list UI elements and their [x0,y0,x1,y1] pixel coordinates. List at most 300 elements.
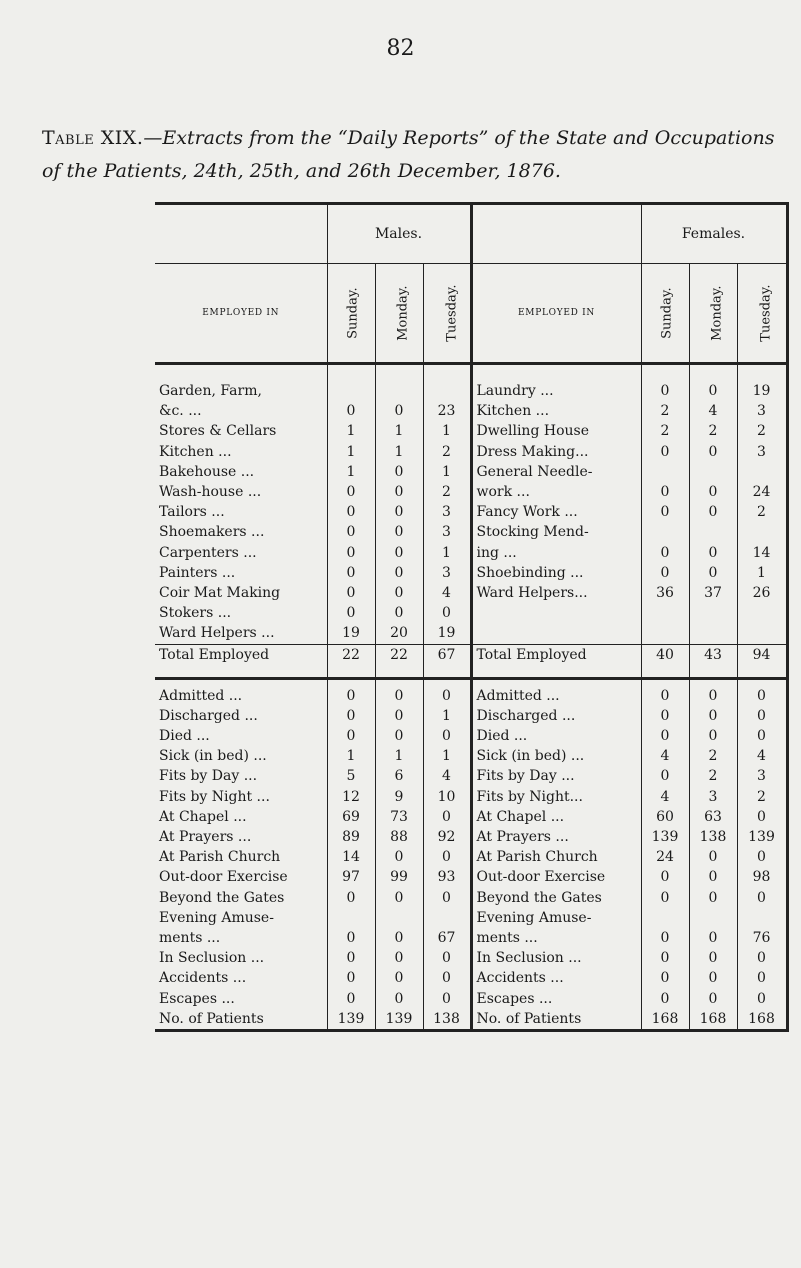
spacer-cell [423,364,471,382]
male-sunday-value: 0 [327,502,375,522]
male-sunday-value: 5 [327,766,375,786]
female-monday-value: 0 [689,867,737,887]
female-label: Discharged ... [471,706,641,726]
employment-row [155,543,787,563]
male-sunday-label: Sunday. [345,287,361,340]
male-sunday-value: 12 [327,787,375,807]
female-sunday-value: 0 [641,888,689,908]
female-label: General Needle- [471,462,641,482]
male-label: Wash-house ... [159,484,262,501]
female-monday-value: 3 [689,787,737,807]
female-label: At Prayers ... [471,827,641,847]
spacer-cell [155,678,327,686]
male-tuesday-value: 3 [423,502,471,522]
male-tuesday-value: 67 [423,928,471,948]
male-tuesday-value: 0 [423,603,471,623]
male-employed-in-header: EMPLOYED IN [155,264,327,364]
female-label: Dress Making... [471,442,641,462]
male-tuesday-header [423,264,471,364]
female-sunday-header [641,264,689,364]
female-sunday-value [641,623,689,644]
female-sunday-value [641,462,689,482]
state-row [155,968,787,988]
male-label: Carpenters ... [159,544,257,561]
employment-row [155,381,787,401]
spacer-cell [327,678,375,686]
male-label: Sick (in bed) ... [159,748,267,765]
male-sunday-value: 0 [327,928,375,948]
male-monday-value: 88 [375,827,423,847]
female-label: ments ... [471,928,641,948]
row-spacer [155,678,787,686]
female-label: Shoebinding ... [471,563,641,583]
state-row [155,766,787,786]
female-tuesday-value: 2 [737,502,787,522]
female-monday-value: 43 [689,644,737,678]
female-tuesday-value: 0 [737,989,787,1009]
male-tuesday-value: 0 [423,686,471,706]
corner-left [155,204,327,264]
male-sunday-value: 0 [327,706,375,726]
female-tuesday-value: 1 [737,563,787,583]
male-label: ments ... [159,930,221,947]
female-sunday-value: 0 [641,968,689,988]
males-header: Males. [327,204,471,264]
male-label: Evening Amuse- [159,909,274,926]
male-monday-value: 0 [375,847,423,867]
state-section [155,678,787,1030]
female-sunday-value: 2 [641,401,689,421]
spacer-cell [471,678,641,686]
female-label: At Parish Church [471,847,641,867]
state-row [155,888,787,908]
male-sunday-value: 0 [327,726,375,746]
employment-row [155,462,787,482]
state-row [155,726,787,746]
female-label: Fits by Night... [471,787,641,807]
female-monday-value [689,522,737,542]
male-monday-value: 9 [375,787,423,807]
female-label: No. of Patients [471,1009,641,1031]
female-tuesday-value [737,623,787,644]
male-tuesday-value: 0 [423,847,471,867]
male-tuesday-value: 1 [423,543,471,563]
female-sunday-value: 36 [641,583,689,603]
male-monday-value: 0 [375,706,423,726]
female-sunday-value: 24 [641,847,689,867]
female-label: Stocking Mend- [471,522,641,542]
female-tuesday-value: 0 [737,706,787,726]
male-label: Stores & Cellars [159,423,277,440]
female-monday-value: 0 [689,948,737,968]
male-sunday-value [327,908,375,928]
spacer-cell [689,364,737,382]
female-label: At Chapel ... [471,807,641,827]
female-sunday-value [641,603,689,623]
female-label: work ... [471,482,641,502]
page-number: 82 [386,36,415,61]
male-monday-value: 1 [375,421,423,441]
state-row [155,706,787,726]
spacer-cell [641,364,689,382]
female-monday-label: Monday. [709,285,725,342]
female-monday-value: 0 [689,706,737,726]
female-label: Accidents ... [471,968,641,988]
female-tuesday-value [737,462,787,482]
state-row [155,989,787,1009]
female-sunday-value: 0 [641,686,689,706]
male-label: Admitted ... [159,687,243,704]
female-label: In Seclusion ... [471,948,641,968]
employment-row [155,583,787,603]
male-label: Kitchen ... [159,443,232,460]
male-sunday-value: 0 [327,603,375,623]
male-sunday-value: 0 [327,948,375,968]
state-row [155,746,787,766]
male-sunday-header [327,264,375,364]
state-row [155,1009,787,1031]
male-monday-value: 0 [375,888,423,908]
male-sunday-value: 19 [327,623,375,644]
employment-row [155,421,787,441]
female-sunday-value: 2 [641,421,689,441]
male-tuesday-value: 4 [423,583,471,603]
female-monday-value: 0 [689,928,737,948]
male-monday-value: 73 [375,807,423,827]
female-label: Died ... [471,726,641,746]
female-monday-value: 0 [689,543,737,563]
female-sunday-value: 60 [641,807,689,827]
female-sunday-value: 0 [641,928,689,948]
male-tuesday-value: 0 [423,968,471,988]
state-row [155,686,787,706]
female-label [471,623,641,644]
male-label: At Parish Church [159,849,281,866]
male-sunday-value: 0 [327,482,375,502]
female-tuesday-value: 0 [737,807,787,827]
female-sunday-value: 0 [641,867,689,887]
employment-row [155,623,787,644]
female-sunday-value: 0 [641,502,689,522]
male-tuesday-value: 1 [423,746,471,766]
male-label: &c. ... [159,403,202,420]
state-row [155,928,787,948]
male-monday-value: 22 [375,644,423,678]
female-sunday-value [641,908,689,928]
male-label: In Seclusion ... [159,950,265,967]
female-tuesday-value [737,522,787,542]
male-sunday-value: 0 [327,989,375,1009]
female-monday-value: 37 [689,583,737,603]
corner-right [471,204,641,264]
spacer-cell [375,678,423,686]
employment-row [155,522,787,542]
female-label: Dwelling House [471,421,641,441]
male-tuesday-value: 1 [423,706,471,726]
female-monday-value: 0 [689,989,737,1009]
male-sunday-value: 89 [327,827,375,847]
male-sunday-value: 22 [327,644,375,678]
female-tuesday-label: Tuesday. [758,284,774,343]
male-tuesday-value: 2 [423,442,471,462]
male-monday-value: 1 [375,442,423,462]
female-monday-value: 0 [689,726,737,746]
male-label: Tailors ... [159,504,225,521]
female-tuesday-value [737,908,787,928]
spacer-cell [737,678,787,686]
female-tuesday-value: 3 [737,401,787,421]
female-label: Fits by Day ... [471,766,641,786]
male-tuesday-value: 0 [423,989,471,1009]
female-sunday-value: 0 [641,442,689,462]
female-monday-value: 0 [689,847,737,867]
male-tuesday-value: 0 [423,888,471,908]
male-sunday-value: 1 [327,462,375,482]
caption-text: —Extracts from the “Daily Reports” of the State and Occupations of the Patients, 24th, 25th, and 26th December, 1876. [42,127,775,182]
male-label: Stokers ... [159,605,232,622]
female-tuesday-value: 0 [737,847,787,867]
female-tuesday-value: 139 [737,827,787,847]
male-tuesday-value: 2 [423,482,471,502]
male-monday-value: 0 [375,686,423,706]
male-monday-value: 0 [375,543,423,563]
employment-section [155,364,787,679]
female-sunday-value: 0 [641,482,689,502]
female-tuesday-value: 3 [737,766,787,786]
spacer-cell [423,678,471,686]
female-tuesday-value: 2 [737,421,787,441]
male-monday-value: 0 [375,563,423,583]
female-sunday-value: 0 [641,381,689,401]
male-sunday-value: 69 [327,807,375,827]
female-tuesday-value: 14 [737,543,787,563]
male-tuesday-value: 0 [423,726,471,746]
female-sunday-label: Sunday. [659,287,675,340]
male-sunday-value: 0 [327,543,375,563]
male-label: Total Employed [155,644,327,678]
male-sunday-value: 1 [327,421,375,441]
female-tuesday-value: 24 [737,482,787,502]
male-monday-value: 0 [375,968,423,988]
female-tuesday-value: 0 [737,888,787,908]
female-sunday-value: 0 [641,543,689,563]
male-tuesday-value: 138 [423,1009,471,1031]
male-sunday-value: 1 [327,442,375,462]
table-caption [42,122,782,188]
male-label: Beyond the Gates [159,889,285,906]
male-tuesday-value: 1 [423,421,471,441]
spacer-cell [737,364,787,382]
male-label: Died ... [159,728,210,745]
employment-row [155,603,787,623]
female-sunday-value: 4 [641,746,689,766]
female-tuesday-value: 4 [737,746,787,766]
female-monday-value [689,462,737,482]
female-sunday-value: 0 [641,726,689,746]
male-monday-value: 0 [375,482,423,502]
spacer-cell [375,364,423,382]
female-tuesday-value: 0 [737,948,787,968]
female-label: Kitchen ... [471,401,641,421]
female-tuesday-value: 19 [737,381,787,401]
female-monday-value: 0 [689,686,737,706]
male-label: Garden, Farm, [159,383,262,399]
male-sunday-value: 0 [327,686,375,706]
male-label: Fits by Night ... [159,788,270,805]
male-sunday-value: 0 [327,888,375,908]
male-tuesday-value [423,381,471,401]
state-row [155,787,787,807]
female-label [471,603,641,623]
male-sunday-value: 0 [327,563,375,583]
male-tuesday-value: 10 [423,787,471,807]
female-monday-value: 138 [689,827,737,847]
female-monday-value: 0 [689,888,737,908]
female-label: Admitted ... [471,686,641,706]
male-label: Shoemakers ... [159,524,265,541]
female-sunday-value: 0 [641,563,689,583]
male-sunday-value: 1 [327,746,375,766]
employment-row [155,563,787,583]
female-sunday-value: 0 [641,948,689,968]
female-monday-value: 0 [689,442,737,462]
female-label: Laundry ... [471,381,641,401]
patients-table [155,202,789,1032]
male-monday-value: 0 [375,502,423,522]
male-monday-value: 0 [375,948,423,968]
female-label: Evening Amuse- [471,908,641,928]
female-label: Ward Helpers... [471,583,641,603]
female-monday-value: 168 [689,1009,737,1031]
state-row [155,948,787,968]
spacer-cell [155,364,327,382]
male-tuesday-value: 67 [423,644,471,678]
male-label: Escapes ... [159,990,235,1007]
female-sunday-value: 4 [641,787,689,807]
state-row [155,867,787,887]
female-monday-header [689,264,737,364]
male-monday-value [375,381,423,401]
female-monday-value: 2 [689,766,737,786]
female-employed-in-header: EMPLOYED IN [471,264,641,364]
female-label: Beyond the Gates [471,888,641,908]
male-label: Ward Helpers ... [159,625,275,642]
male-monday-value: 0 [375,989,423,1009]
male-monday-value: 139 [375,1009,423,1031]
male-tuesday-value: 4 [423,766,471,786]
male-monday-value: 0 [375,462,423,482]
employment-row [155,502,787,522]
female-tuesday-value: 0 [737,726,787,746]
spacer-cell [471,364,641,382]
male-monday-value: 0 [375,603,423,623]
female-sunday-value: 0 [641,989,689,1009]
male-label: Coir Mat Making [159,585,281,602]
female-monday-value: 4 [689,401,737,421]
male-label: At Chapel ... [159,808,247,825]
female-tuesday-value: 26 [737,583,787,603]
male-sunday-value [327,381,375,401]
female-tuesday-value [737,603,787,623]
employment-row [155,482,787,502]
male-label: Fits by Day ... [159,768,258,785]
male-tuesday-value: 93 [423,867,471,887]
state-row [155,807,787,827]
female-monday-value: 63 [689,807,737,827]
female-monday-value: 0 [689,563,737,583]
female-label: Out-door Exercise [471,867,641,887]
employment-row [155,401,787,421]
female-sunday-value: 0 [641,706,689,726]
male-monday-value [375,908,423,928]
females-header: Females. [641,204,787,264]
female-sunday-value: 168 [641,1009,689,1031]
state-row [155,827,787,847]
female-monday-value [689,603,737,623]
female-monday-value [689,623,737,644]
male-monday-value: 0 [375,928,423,948]
male-tuesday-value: 23 [423,401,471,421]
male-sunday-value: 0 [327,401,375,421]
male-label: No. of Patients [155,1009,327,1031]
male-tuesday-value: 19 [423,623,471,644]
male-monday-value: 0 [375,583,423,603]
female-tuesday-value: 2 [737,787,787,807]
male-sunday-value: 0 [327,968,375,988]
female-monday-value: 0 [689,502,737,522]
male-tuesday-value: 1 [423,462,471,482]
female-monday-value [689,908,737,928]
male-tuesday-value: 0 [423,807,471,827]
female-sunday-value: 40 [641,644,689,678]
male-tuesday-label: Tuesday. [444,284,460,343]
female-sunday-value: 0 [641,766,689,786]
male-label: Out-door Exercise [159,869,288,886]
male-tuesday-value: 3 [423,522,471,542]
female-tuesday-value: 0 [737,686,787,706]
male-monday-value: 1 [375,746,423,766]
total-employed-row [155,644,787,678]
state-row [155,908,787,928]
female-monday-value: 0 [689,968,737,988]
male-tuesday-value: 3 [423,563,471,583]
female-tuesday-value: 0 [737,968,787,988]
male-label: Bakehouse ... [159,463,255,480]
female-label: Sick (in bed) ... [471,746,641,766]
male-tuesday-value [423,908,471,928]
female-tuesday-value: 94 [737,644,787,678]
row-spacer [155,364,787,382]
female-tuesday-value: 168 [737,1009,787,1031]
male-monday-value: 6 [375,766,423,786]
male-monday-label: Monday. [395,285,411,342]
female-monday-value: 0 [689,482,737,502]
state-row [155,847,787,867]
male-monday-value: 0 [375,726,423,746]
female-tuesday-value: 98 [737,867,787,887]
female-monday-value: 0 [689,381,737,401]
spacer-cell [689,678,737,686]
female-label: Total Employed [471,644,641,678]
female-sunday-value [641,522,689,542]
male-label: Painters ... [159,564,236,581]
male-label: Discharged ... [159,707,258,724]
male-tuesday-value: 0 [423,948,471,968]
female-label: Fancy Work ... [471,502,641,522]
male-sunday-value: 0 [327,583,375,603]
male-monday-value: 0 [375,401,423,421]
male-sunday-value: 0 [327,522,375,542]
